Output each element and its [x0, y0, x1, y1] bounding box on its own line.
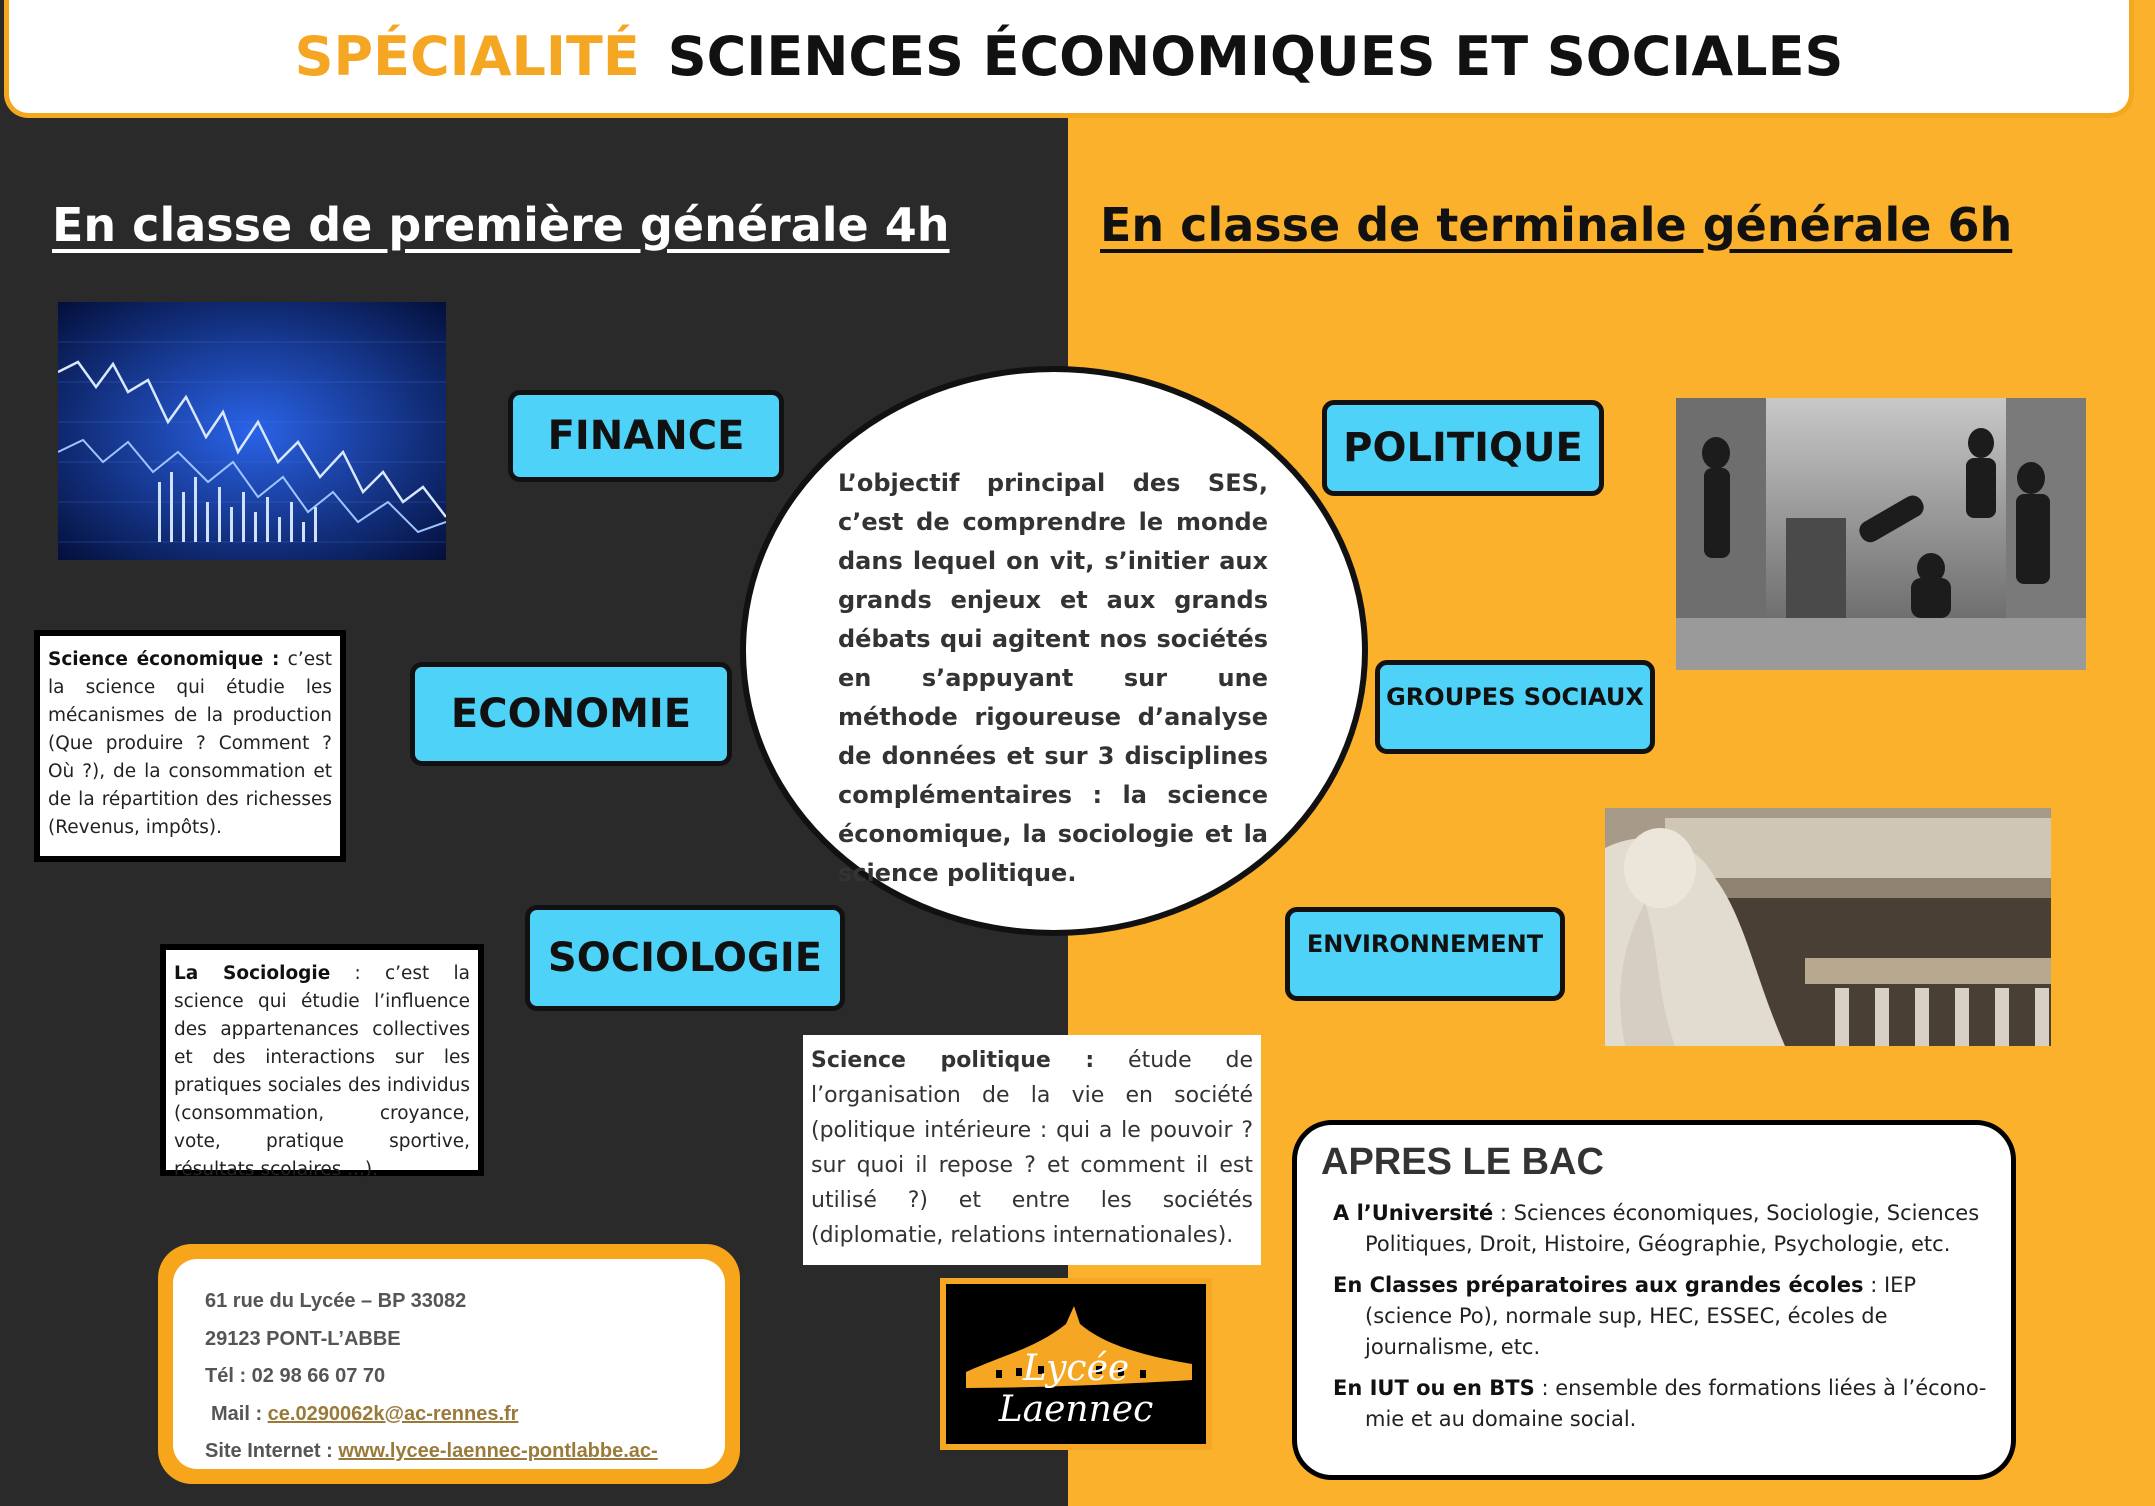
finance-tag: FINANCE: [508, 390, 784, 482]
apres-item-text: : IEP (science Po), normale sup, HEC, ESSEC, écoles de journalisme, etc.: [1365, 1273, 1917, 1359]
contact-site-label: Site Internet :: [205, 1440, 339, 1462]
assemblee-photo: [1605, 808, 2051, 1046]
lycee-logo: [940, 1278, 1212, 1450]
definition-text: c’est la science qui étudie les mécanismes de la production (Que produire ? Comment ? Où ?), de la consommation et de la répartition des richesses (Revenus, impôts).: [48, 649, 332, 838]
contact-site-link[interactable]: www.lycee-laennec-pontlabbe.ac-: [338, 1440, 658, 1462]
definition-term: Science économique :: [48, 649, 280, 670]
groupes-sociaux-tag: GROUPES SOCIAUX: [1375, 660, 1655, 754]
apres-item-text: : Sciences économiques, Sociologie, Sciences Politiques, Droit, Histoire, Géographie, Psychologie, etc.: [1365, 1201, 1980, 1256]
center-text: L’objectif principal des SES, c’est de comprendre le monde dans lequel on vit, s’initier aux grands enjeux et aux grands débats qui agitent nos sociétés en s’appuyant sur une méthode rigoureuse d’analyse de données et sur 3 disciplines complémentaires : la science économique, la sociologie et la science politique.: [838, 469, 1268, 887]
definition-science-politique: [803, 1035, 1261, 1265]
definition-sociologie: [160, 944, 484, 1180]
lycee-logo-text: Lycée Laennec: [998, 1348, 1154, 1430]
apres-item-term: En IUT ou en BTS: [1333, 1376, 1535, 1400]
apres-heading: APRES LE BAC: [1321, 1141, 1604, 1183]
politique-tag: POLITIQUE: [1322, 400, 1604, 496]
contact-card: [158, 1244, 740, 1484]
page-title: [4, 0, 2134, 118]
definition-text: étude de l’organisation de la vie en société (politique intérieure : qui a le pouvoir ? sur quoi il repose ? et comment il est utilisé ?) et entre les sociétés (diplomatie, relations internationales).: [811, 1048, 1254, 1248]
right-heading: En classe de terminale générale 6h: [1100, 198, 2013, 252]
left-heading: En classe de première générale 4h: [52, 198, 950, 252]
lycee-logo-inner: [946, 1284, 1206, 1444]
stock-chart-image: [58, 302, 446, 560]
title-main: SCIENCES ÉCONOMIQUES ET SOCIALES: [667, 25, 1844, 88]
contact-site-row: [205, 1433, 725, 1471]
dancers-photo: [1676, 398, 2086, 670]
title-accent: SPÉCIALITÉ: [294, 25, 640, 88]
contact-inner: [173, 1259, 725, 1469]
definition-term: Science politique :: [811, 1048, 1095, 1073]
apres-item-text: : ensemble des formations liées à l’économie et au domaine social.: [1365, 1376, 1987, 1431]
apres-item-term: A l’Université: [1333, 1201, 1494, 1225]
sociologie-tag: SOCIOLOGIE: [525, 905, 845, 1011]
contact-tel: Tél : 02 98 66 07 70: [205, 1365, 386, 1387]
apres-item-iut: [1321, 1373, 1987, 1435]
definition-science-economique: [34, 630, 346, 862]
contact-city: 29123 PONT-L’ABBE: [205, 1327, 401, 1350]
apres-item-universite: [1321, 1198, 1987, 1260]
apres-le-bac-card: [1292, 1120, 2016, 1480]
apres-item-term: En Classes préparatoires aux grandes écoles: [1333, 1273, 1864, 1297]
contact-address: 61 rue du Lycée – BP 33082: [205, 1290, 467, 1312]
contact-mail-label: Mail :: [211, 1402, 268, 1425]
economie-tag: ECONOMIE: [410, 662, 732, 766]
definition-text: : c’est la science qui étudie l’influence des appartenances collectives et des interactions sur les pratiques sociales des individus (consommation, croyance, vote, pratique sportive, résultats scolaires ...).: [174, 963, 470, 1180]
definition-term: La Sociologie: [174, 963, 331, 984]
contact-mail-link[interactable]: ce.0290062k@ac-rennes.fr: [267, 1402, 519, 1425]
apres-item-prepa: [1321, 1270, 1987, 1363]
environnement-tag: ENVIRONNEMENT: [1285, 907, 1565, 1001]
contact-mail-row: [205, 1396, 725, 1434]
